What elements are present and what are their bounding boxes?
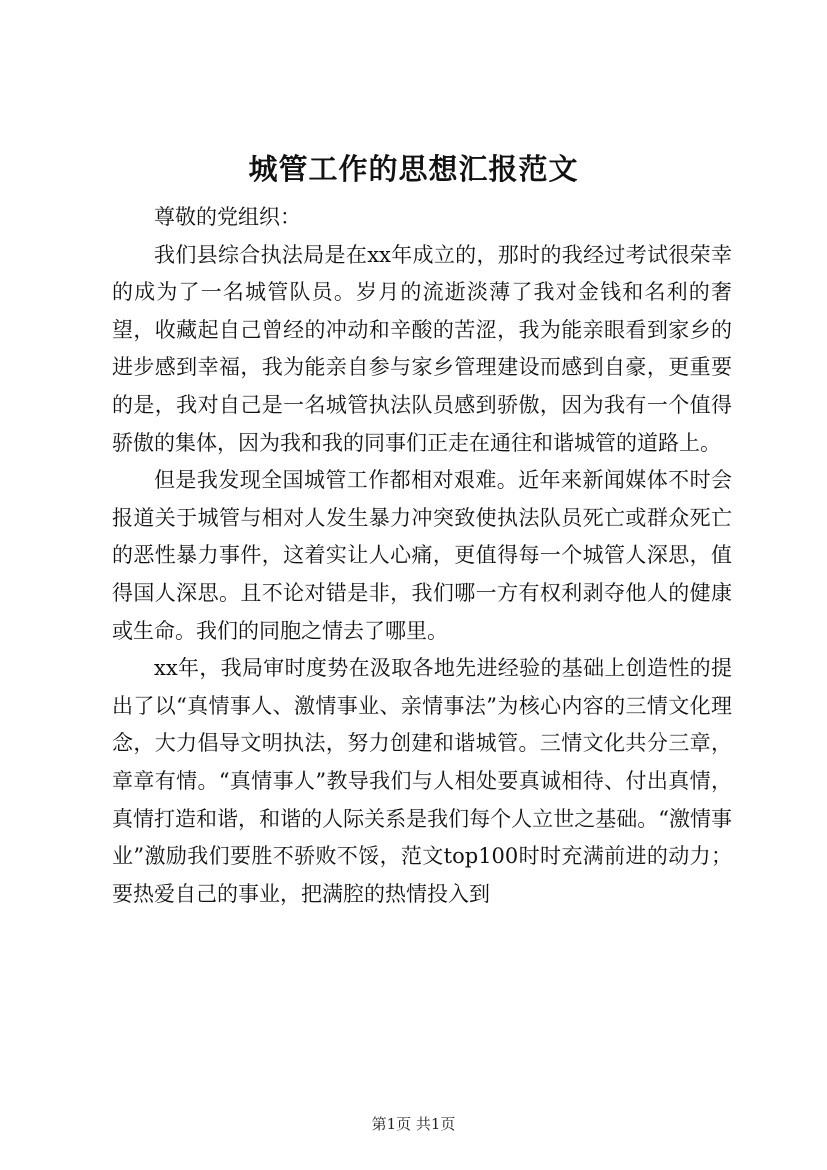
paragraph-2: 但是我发现全国城管工作都相对艰难。近年来新闻媒体不时会报道关于城管与相对人发生暴力冲突致使执法队员死亡或群众死亡的恶性暴力事件，这着实让人心痛，更值得每一个城管人深思，值得国人深思。且不论对错是非，我们哪一方有权利剥夺他人的健康或生命。我们的同胞之情去了哪里。 [112, 468, 732, 643]
page-footer: 第1页 共1页 [371, 1115, 456, 1133]
paragraph-3: xx年，我局审时度势在汲取各地先进经验的基础上创造性的提出了以“真情事人、激情事业、亲情事法”为核心内容的三情文化理念，大力倡导文明执法，努力创建和谐城管。三情文化共分三章，章章有情。“真情事人”教导我们与人相处要真诚相待、付出真情，真情打造和谐，和谐的人际关系是我们每个人立世之基础。“激情事业”激励我们要胜不骄败不馁，范文top100时时充满前进的动力；要热爱自己的事业，把满腔的热情投入到 [112, 656, 732, 906]
document-body [112, 199, 732, 913]
document-title: 城管工作的思想汇报范文 [248, 152, 579, 186]
salutation: 尊敬的党组织： [154, 205, 301, 229]
paragraph-1: 我们县综合执法局是在xx年成立的，那时的我经过考试很荣幸的成为了一名城管队员。岁月的流逝淡薄了我对金钱和名利的奢望，收藏起自己曾经的冲动和辛酸的苦涩，我为能亲眼看到家乡的进步感到幸福，我为能亲自参与家乡管理建设而感到自豪，更重要的是，我对自己是一名城管执法队员感到骄傲，因为我有一个值得骄傲的集体，因为我和我的同事们正走在通往和谐城管的道路上。 [112, 242, 732, 455]
